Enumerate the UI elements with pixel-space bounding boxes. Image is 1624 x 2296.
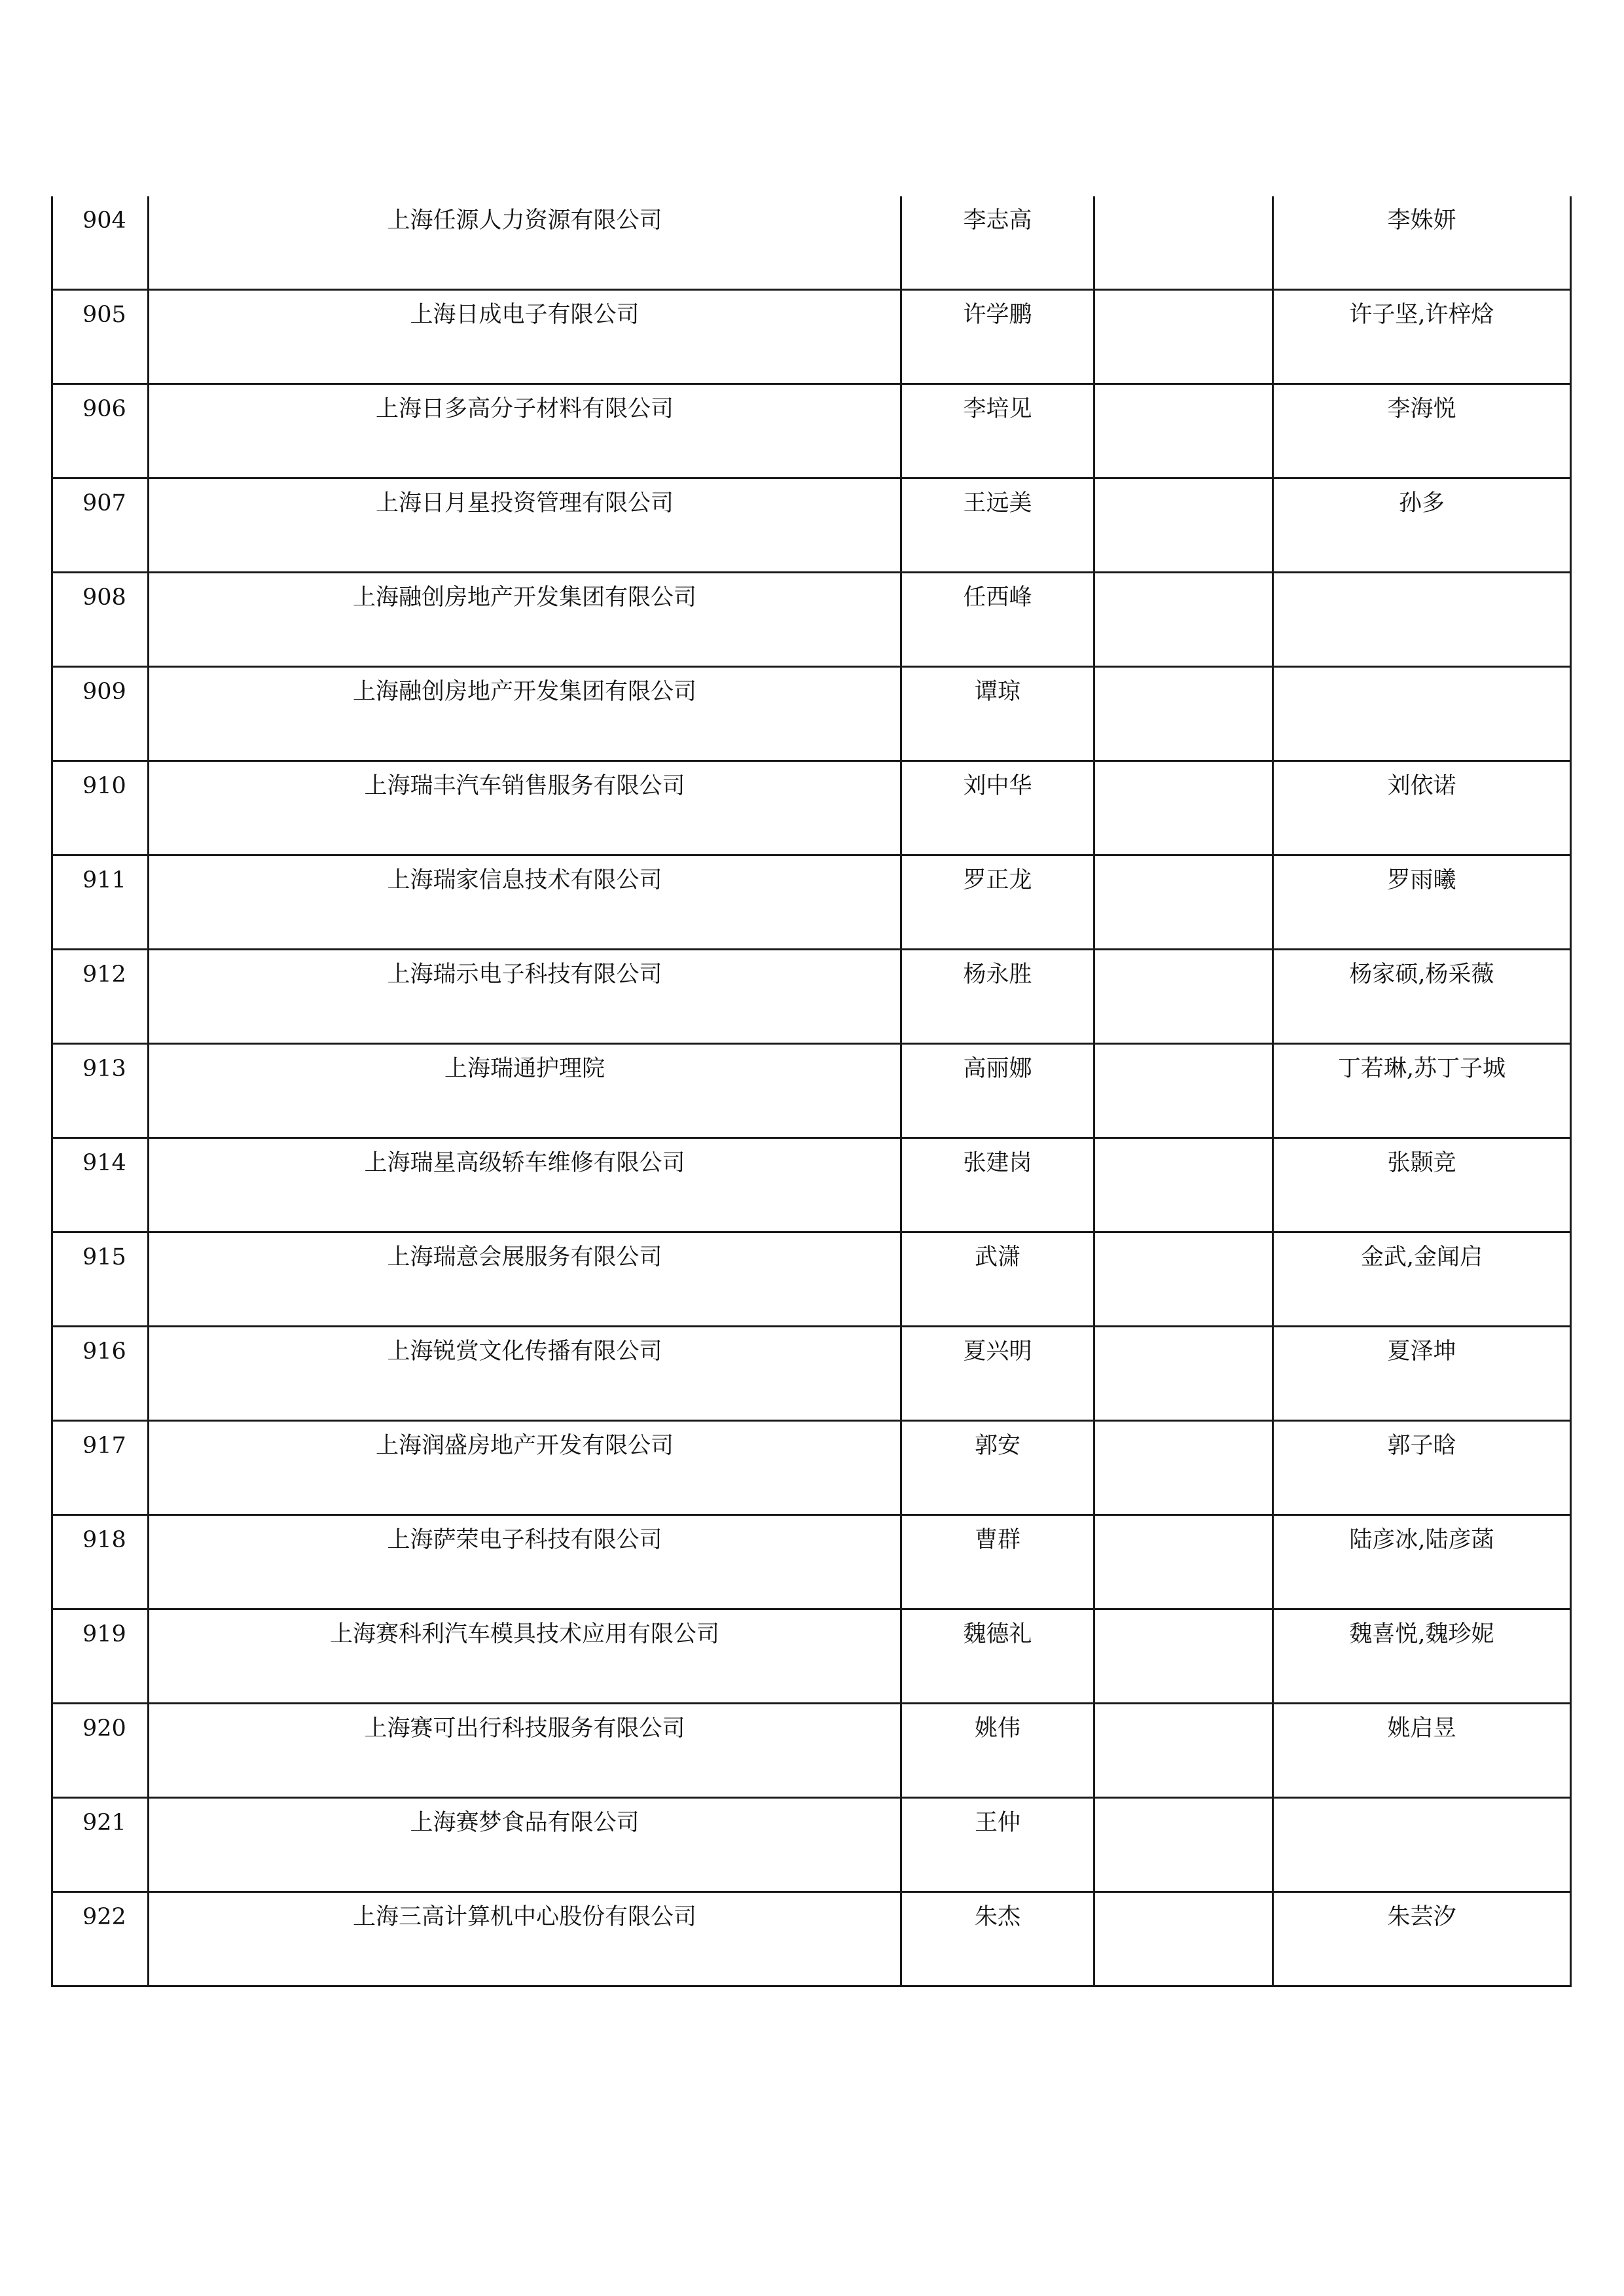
extra-value — [1095, 1893, 1272, 1906]
row-number: 910 — [82, 773, 126, 799]
row-number-cell — [52, 290, 149, 384]
extra-value — [1095, 1422, 1272, 1435]
company-name: 上海润盛房地产开发有限公司 — [375, 1433, 674, 1459]
extra-value — [1095, 1516, 1272, 1529]
children-cell — [1273, 761, 1571, 855]
children-names — [1274, 1799, 1570, 1812]
company-name: 上海瑞丰汽车销售服务有限公司 — [364, 773, 685, 799]
company-cell — [149, 1892, 901, 1986]
children-names: 丁若琳,苏丁子城 — [1337, 1056, 1506, 1082]
children-names: 金武,金闻启 — [1360, 1244, 1483, 1270]
person-cell — [901, 1798, 1094, 1892]
extra-cell — [1094, 1704, 1273, 1798]
children-cell — [1273, 950, 1571, 1044]
row-number-cell — [52, 1704, 149, 1798]
row-number: 913 — [82, 1056, 126, 1082]
person-name: 张建岗 — [963, 1150, 1032, 1176]
table-row — [52, 290, 1571, 384]
person-name: 姚伟 — [974, 1715, 1020, 1742]
children-cell — [1273, 196, 1571, 290]
person-name: 朱杰 — [974, 1904, 1020, 1930]
row-number: 921 — [82, 1810, 126, 1836]
children-names: 朱芸汐 — [1387, 1904, 1456, 1930]
table-row — [52, 1609, 1571, 1704]
row-number: 915 — [82, 1244, 126, 1270]
records-table — [51, 196, 1572, 1987]
row-number-cell — [52, 1892, 149, 1986]
row-number-cell — [52, 1421, 149, 1515]
children-cell — [1273, 384, 1571, 478]
company-cell — [149, 290, 901, 384]
company-cell — [149, 855, 901, 950]
company-name: 上海赛可出行科技服务有限公司 — [364, 1715, 685, 1742]
company-cell — [149, 667, 901, 761]
children-names: 李姝妍 — [1387, 207, 1456, 234]
person-name: 王远美 — [963, 490, 1032, 516]
children-cell — [1273, 1421, 1571, 1515]
person-name: 杨永胜 — [963, 961, 1032, 988]
table-row — [52, 1704, 1571, 1798]
extra-value — [1095, 1799, 1272, 1812]
children-names: 魏喜悦,魏珍妮 — [1349, 1621, 1494, 1647]
company-name: 上海瑞通护理院 — [444, 1056, 605, 1082]
person-cell — [901, 667, 1094, 761]
extra-cell — [1094, 1421, 1273, 1515]
company-cell — [149, 1421, 901, 1515]
row-number: 919 — [82, 1621, 126, 1647]
person-name: 李志高 — [963, 207, 1032, 234]
children-cell — [1273, 1798, 1571, 1892]
table-row — [52, 667, 1571, 761]
table-row — [52, 855, 1571, 950]
extra-cell — [1094, 855, 1273, 950]
table-row — [52, 1327, 1571, 1421]
company-cell — [149, 478, 901, 573]
extra-value — [1095, 385, 1272, 398]
company-cell — [149, 1798, 901, 1892]
table-row — [52, 1798, 1571, 1892]
company-name: 上海锐赏文化传播有限公司 — [387, 1338, 662, 1365]
extra-cell — [1094, 196, 1273, 290]
person-name: 武潇 — [974, 1244, 1020, 1270]
row-number-cell — [52, 1327, 149, 1421]
children-cell — [1273, 855, 1571, 950]
extra-value — [1095, 1704, 1272, 1717]
company-cell — [149, 1138, 901, 1232]
person-name: 高丽娜 — [963, 1056, 1032, 1082]
table-row — [52, 1232, 1571, 1327]
person-cell — [901, 1232, 1094, 1327]
extra-cell — [1094, 1515, 1273, 1609]
person-name: 罗正龙 — [963, 867, 1032, 893]
person-cell — [901, 290, 1094, 384]
row-number-cell — [52, 573, 149, 667]
row-number-cell — [52, 1138, 149, 1232]
extra-cell — [1094, 1798, 1273, 1892]
children-names: 刘依诺 — [1387, 773, 1456, 799]
table-row — [52, 196, 1571, 290]
company-name: 上海瑞示电子科技有限公司 — [387, 961, 662, 988]
row-number-cell — [52, 855, 149, 950]
table-row — [52, 478, 1571, 573]
extra-value — [1095, 856, 1272, 869]
extra-value — [1095, 1233, 1272, 1246]
company-name: 上海日月星投资管理有限公司 — [375, 490, 674, 516]
row-number: 917 — [82, 1433, 126, 1459]
company-name: 上海瑞星高级轿车维修有限公司 — [364, 1150, 685, 1176]
person-name: 夏兴明 — [963, 1338, 1032, 1365]
table-row — [52, 573, 1571, 667]
children-names: 陆彦冰,陆彦菡 — [1349, 1527, 1494, 1553]
person-name: 刘中华 — [963, 773, 1032, 799]
extra-value — [1095, 1327, 1272, 1340]
extra-cell — [1094, 384, 1273, 478]
table-row — [52, 384, 1571, 478]
children-names: 姚启昱 — [1387, 1715, 1456, 1742]
person-cell — [901, 1892, 1094, 1986]
row-number: 922 — [82, 1904, 126, 1930]
person-cell — [901, 1138, 1094, 1232]
children-cell — [1273, 667, 1571, 761]
children-cell — [1273, 290, 1571, 384]
row-number: 906 — [82, 396, 126, 422]
extra-cell — [1094, 478, 1273, 573]
row-number-cell — [52, 1232, 149, 1327]
person-cell — [901, 855, 1094, 950]
extra-value — [1095, 1610, 1272, 1623]
row-number: 904 — [82, 207, 126, 234]
extra-value — [1095, 291, 1272, 304]
table-row — [52, 1421, 1571, 1515]
company-name: 上海瑞家信息技术有限公司 — [387, 867, 662, 893]
table-row — [52, 950, 1571, 1044]
company-name: 上海萨荣电子科技有限公司 — [387, 1527, 662, 1553]
row-number: 907 — [82, 490, 126, 516]
person-name: 郭安 — [974, 1433, 1020, 1459]
row-number-cell — [52, 761, 149, 855]
row-number-cell — [52, 1044, 149, 1138]
company-cell — [149, 384, 901, 478]
row-number: 908 — [82, 584, 126, 611]
children-names: 张颢竞 — [1387, 1150, 1456, 1176]
extra-cell — [1094, 1892, 1273, 1986]
row-number-cell — [52, 1609, 149, 1704]
row-number: 909 — [82, 679, 126, 705]
extra-cell — [1094, 290, 1273, 384]
extra-value — [1095, 196, 1272, 209]
row-number-cell — [52, 384, 149, 478]
company-cell — [149, 1232, 901, 1327]
row-number: 916 — [82, 1338, 126, 1365]
extra-value — [1095, 762, 1272, 775]
person-cell — [901, 1515, 1094, 1609]
table-row — [52, 1044, 1571, 1138]
company-name: 上海瑞意会展服务有限公司 — [387, 1244, 662, 1270]
company-cell — [149, 1327, 901, 1421]
row-number-cell — [52, 950, 149, 1044]
company-name: 上海赛科利汽车模具技术应用有限公司 — [329, 1621, 719, 1647]
company-name: 上海日成电子有限公司 — [410, 302, 640, 328]
extra-value — [1095, 1139, 1272, 1152]
table-row — [52, 1515, 1571, 1609]
children-cell — [1273, 1327, 1571, 1421]
person-cell — [901, 1704, 1094, 1798]
person-cell — [901, 573, 1094, 667]
extra-cell — [1094, 950, 1273, 1044]
extra-cell — [1094, 1232, 1273, 1327]
row-number: 912 — [82, 961, 126, 988]
children-names: 郭子晗 — [1387, 1433, 1456, 1459]
person-name: 魏德礼 — [963, 1621, 1032, 1647]
children-names: 李海悦 — [1387, 396, 1456, 422]
company-cell — [149, 573, 901, 667]
row-number: 920 — [82, 1715, 126, 1742]
extra-cell — [1094, 1044, 1273, 1138]
company-cell — [149, 1044, 901, 1138]
children-cell — [1273, 1515, 1571, 1609]
extra-cell — [1094, 573, 1273, 667]
extra-cell — [1094, 1609, 1273, 1704]
children-cell — [1273, 1609, 1571, 1704]
company-cell — [149, 1704, 901, 1798]
row-number-cell — [52, 1515, 149, 1609]
extra-value — [1095, 950, 1272, 963]
table-row — [52, 1138, 1571, 1232]
extra-cell — [1094, 1327, 1273, 1421]
person-name: 王仲 — [974, 1810, 1020, 1836]
table-row — [52, 1892, 1571, 1986]
children-cell — [1273, 478, 1571, 573]
table-row — [52, 761, 1571, 855]
row-number-cell — [52, 667, 149, 761]
company-name: 上海日多高分子材料有限公司 — [375, 396, 674, 422]
extra-cell — [1094, 667, 1273, 761]
row-number: 905 — [82, 302, 126, 328]
children-cell — [1273, 1044, 1571, 1138]
company-name: 上海融创房地产开发集团有限公司 — [352, 679, 696, 705]
person-cell — [901, 1327, 1094, 1421]
person-cell — [901, 1421, 1094, 1515]
person-cell — [901, 196, 1094, 290]
person-cell — [901, 384, 1094, 478]
person-cell — [901, 950, 1094, 1044]
extra-value — [1095, 668, 1272, 681]
person-name: 李培见 — [963, 396, 1032, 422]
table-body — [52, 196, 1571, 1986]
row-number-cell — [52, 1798, 149, 1892]
children-names: 罗雨曦 — [1387, 867, 1456, 893]
company-name: 上海融创房地产开发集团有限公司 — [352, 584, 696, 611]
extra-value — [1095, 573, 1272, 586]
person-cell — [901, 761, 1094, 855]
company-cell — [149, 1515, 901, 1609]
row-number: 914 — [82, 1150, 126, 1176]
person-name: 任西峰 — [963, 584, 1032, 611]
person-cell — [901, 1044, 1094, 1138]
children-names — [1274, 668, 1570, 681]
person-cell — [901, 1609, 1094, 1704]
children-names — [1274, 573, 1570, 586]
children-names: 孙多 — [1398, 490, 1445, 516]
extra-value — [1095, 479, 1272, 492]
children-cell — [1273, 1138, 1571, 1232]
company-name: 上海赛梦食品有限公司 — [410, 1810, 640, 1836]
children-names: 夏泽坤 — [1387, 1338, 1456, 1365]
extra-cell — [1094, 761, 1273, 855]
children-cell — [1273, 1232, 1571, 1327]
person-name: 谭琼 — [974, 679, 1020, 705]
company-cell — [149, 950, 901, 1044]
children-names: 许子坚,许梓焓 — [1349, 302, 1494, 328]
company-cell — [149, 1609, 901, 1704]
extra-cell — [1094, 1138, 1273, 1232]
person-name: 许学鹏 — [963, 302, 1032, 328]
row-number: 911 — [82, 867, 126, 893]
person-cell — [901, 478, 1094, 573]
company-name: 上海任源人力资源有限公司 — [387, 207, 662, 234]
person-name: 曹群 — [974, 1527, 1020, 1553]
extra-value — [1095, 1045, 1272, 1058]
company-name: 上海三高计算机中心股份有限公司 — [352, 1904, 696, 1930]
children-cell — [1273, 1704, 1571, 1798]
company-cell — [149, 196, 901, 290]
children-names: 杨家硕,杨采薇 — [1349, 961, 1494, 988]
children-cell — [1273, 573, 1571, 667]
row-number-cell — [52, 196, 149, 290]
row-number: 918 — [82, 1527, 126, 1553]
children-cell — [1273, 1892, 1571, 1986]
row-number-cell — [52, 478, 149, 573]
company-cell — [149, 761, 901, 855]
